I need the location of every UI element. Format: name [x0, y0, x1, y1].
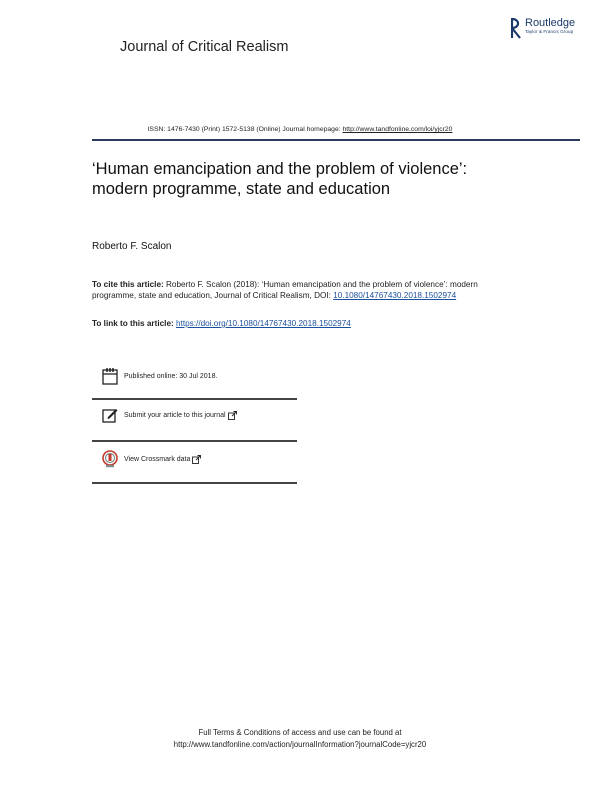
external-link-icon — [192, 455, 201, 464]
header-divider — [92, 139, 580, 141]
journal-homepage-link[interactable]: http://www.tandfonline.com/loi/yjcr20 — [342, 126, 453, 133]
link-label: To link to this article: — [92, 319, 177, 328]
published-row — [102, 367, 217, 385]
crossmark-row[interactable] — [102, 450, 207, 468]
terms-text: Full Terms & Conditions of access and use can be found at — [198, 728, 402, 737]
publisher-logo[interactable] — [511, 17, 575, 39]
divider — [92, 398, 297, 400]
citation-block — [92, 279, 487, 302]
issn-text: ISSN: 1476-7430 (Print) 1572-5138 (Online) Journal homepage: — [147, 126, 343, 133]
article-title: ‘Human emancipation and the problem of violence’: modern programme, state and education — [92, 160, 468, 198]
journal-title: Journal of Critical Realism — [120, 39, 289, 55]
routledge-logo-icon — [511, 17, 522, 39]
footer — [0, 727, 600, 750]
publisher-name: Routledge — [525, 17, 576, 29]
published-date: Published online: 30 Jul 2018. — [124, 372, 218, 380]
article-doi-link[interactable]: https://doi.org/10.1080/14767430.2018.1502974 — [176, 319, 351, 328]
divider — [92, 482, 297, 484]
calendar-icon — [102, 367, 118, 385]
submit-row[interactable] — [102, 407, 243, 423]
publisher-tagline: Taylor & Francis Group — [525, 29, 574, 34]
edit-icon — [102, 407, 118, 423]
article-author: Roberto F. Scalon — [92, 241, 172, 252]
crossmark-icon — [102, 450, 118, 468]
crossmark-link[interactable]: View Crossmark data — [124, 455, 191, 463]
submit-article-link[interactable]: Submit your article to this journal — [124, 411, 226, 419]
citation-text: Roberto F. Scalon (2018): ‘Human emancipation and the problem of violence’: modern programme, state and education, Journal of Critical Realism, DOI: — [92, 280, 478, 301]
citation-label: To cite this article: — [92, 280, 164, 289]
citation-doi-link[interactable]: 10.1080/14767430.2018.1502974 — [333, 291, 457, 301]
article-link-line — [92, 319, 351, 328]
issn-line — [0, 126, 600, 133]
terms-link[interactable]: http://www.tandfonline.com/action/journalInformation?journalCode=yjcr20 — [173, 739, 427, 749]
external-link-icon — [228, 411, 237, 420]
divider — [92, 440, 297, 442]
